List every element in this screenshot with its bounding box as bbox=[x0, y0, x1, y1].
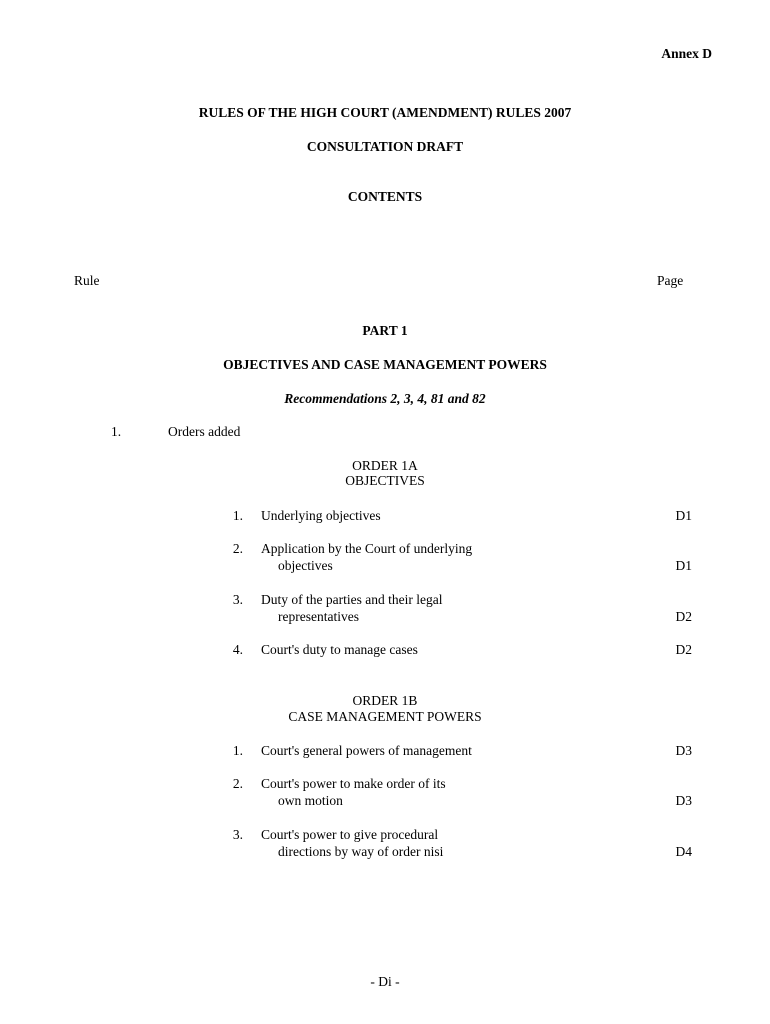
entry-text: Underlying objectives bbox=[261, 508, 381, 523]
entry-text: Court's duty to manage cases bbox=[261, 642, 418, 657]
entry-number: 2. bbox=[232, 776, 243, 791]
entry-number: 3. bbox=[232, 827, 243, 842]
page-column-header: Page bbox=[657, 273, 684, 288]
order-1b-heading: ORDER 1B bbox=[352, 693, 418, 708]
order-1a-title: OBJECTIVES bbox=[345, 473, 425, 488]
entry-text-continuation: own motion bbox=[278, 793, 343, 808]
entry-text: Court's power to give procedural bbox=[261, 827, 439, 842]
order-1a-heading: ORDER 1A bbox=[352, 458, 418, 473]
entry-page: D2 bbox=[675, 642, 692, 657]
entry-page: D3 bbox=[675, 793, 692, 808]
entry-page: D1 bbox=[675, 508, 692, 523]
entry-text: Court's general powers of management bbox=[261, 743, 472, 758]
document-title: RULES OF THE HIGH COURT (AMENDMENT) RULES 2007 bbox=[198, 105, 572, 120]
entry-number: 3. bbox=[232, 592, 243, 607]
entry-text: Application by the Court of underlying bbox=[261, 541, 473, 556]
entry-text: Court's power to make order of its bbox=[261, 776, 446, 791]
part-title: OBJECTIVES AND CASE MANAGEMENT POWERS bbox=[223, 357, 547, 372]
entry-number: 1. bbox=[232, 508, 243, 523]
entry-number: 1. bbox=[232, 743, 243, 758]
rule-text: Orders added bbox=[168, 424, 241, 439]
page-number-footer: - Di - bbox=[370, 974, 400, 989]
entry-page: D2 bbox=[675, 609, 692, 624]
entry-text-continuation: representatives bbox=[278, 609, 359, 624]
rule-column-header: Rule bbox=[74, 273, 100, 288]
order-1b-title: CASE MANAGEMENT POWERS bbox=[288, 709, 482, 724]
rule-number: 1. bbox=[111, 424, 122, 439]
part-heading: PART 1 bbox=[362, 323, 408, 338]
entry-page: D4 bbox=[675, 844, 692, 859]
entry-page: D3 bbox=[675, 743, 692, 758]
document-subtitle: CONSULTATION DRAFT bbox=[306, 139, 464, 154]
entry-number: 4. bbox=[232, 642, 243, 657]
entry-number: 2. bbox=[232, 541, 243, 556]
entry-text-continuation: objectives bbox=[278, 558, 333, 573]
entry-text: Duty of the parties and their legal bbox=[261, 592, 443, 607]
entry-text-continuation: directions by way of order nisi bbox=[278, 844, 444, 859]
annex-label: Annex D bbox=[661, 46, 712, 61]
contents-heading: CONTENTS bbox=[347, 189, 423, 204]
recommendations-line: Recommendations 2, 3, 4, 81 and 82 bbox=[284, 391, 486, 406]
entry-page: D1 bbox=[675, 558, 692, 573]
